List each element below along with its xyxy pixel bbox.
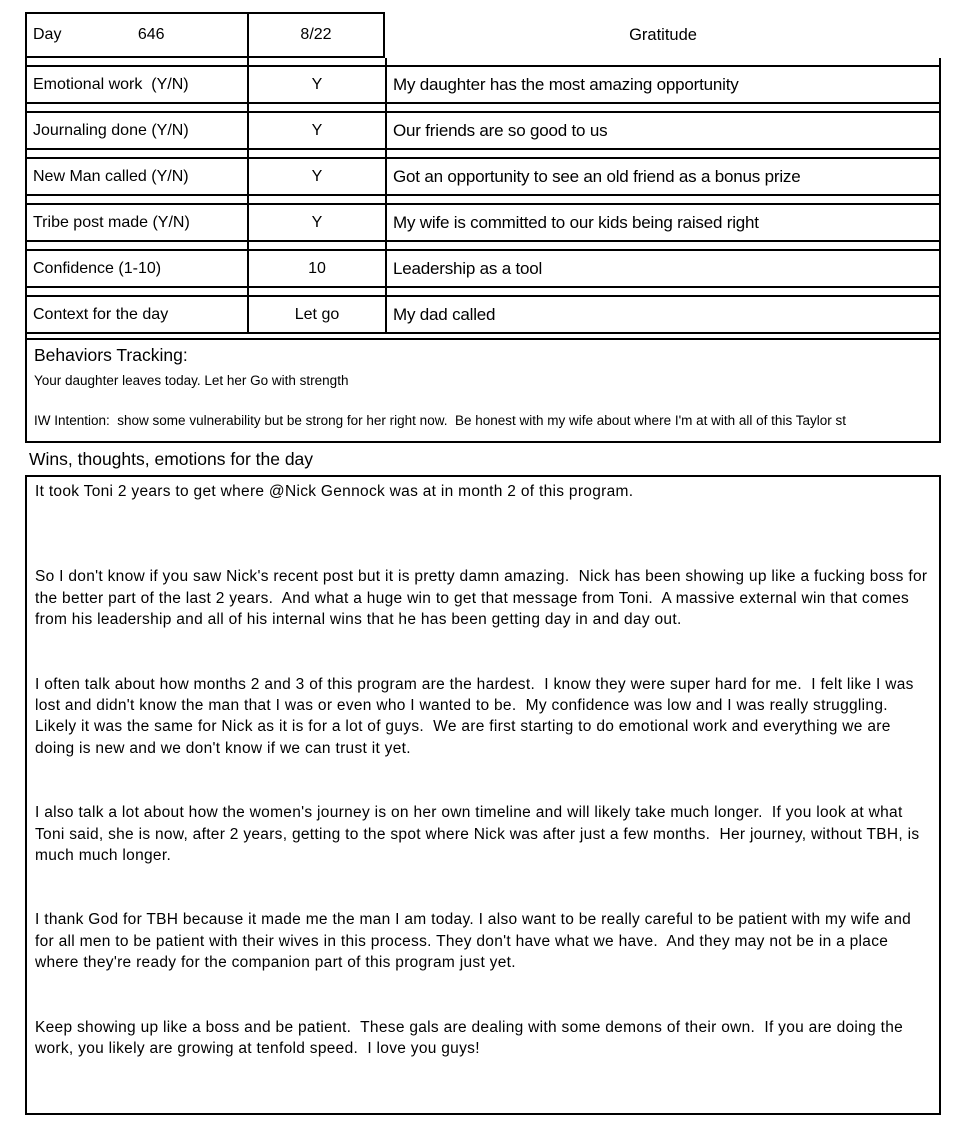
row-gap (25, 242, 941, 249)
day-label: Day (33, 26, 62, 43)
row-label-cell: Emotional work (Y/N) (25, 65, 247, 104)
row-gratitude-cell: Leadership as a tool (385, 249, 941, 288)
row-gap (25, 334, 941, 338)
row-value-cell: Y (247, 203, 385, 242)
tracker-row-emotional-work (25, 65, 941, 104)
row-label-cell: Confidence (1-10) (25, 249, 247, 288)
behaviors-intention: IW Intention: show some vulnerability but be strong for her right now. Be honest with my wife about where I'm at with all of this Taylor st (34, 413, 846, 428)
tracker-row-new-man-called (25, 157, 941, 196)
gratitude-header: Gratitude (629, 25, 697, 44)
wins-paragraph: So I don't know if you saw Nick's recent post but it is pretty damn amazing. Nick has been showing up like a fucking boss for the better part of the last 2 years. And what a huge win to get that message from Toni. A massive external win that comes from his leadership and all of his internal wins that he has been getting day in and day out. (35, 568, 932, 629)
row-gratitude-cell: Got an opportunity to see an old friend as a bonus prize (385, 157, 941, 196)
row-gratitude-cell: My daughter has the most amazing opportunity (385, 65, 941, 104)
row-gratitude-cell: My wife is committed to our kids being raised right (385, 203, 941, 242)
row-gap (25, 104, 941, 111)
row-value-cell: Y (247, 111, 385, 150)
date-cell: 8/22 (247, 12, 385, 58)
row-gap (25, 196, 941, 203)
row-value-cell: Y (247, 65, 385, 104)
tracker-header-row (25, 12, 941, 58)
wins-paragraph: Keep showing up like a boss and be patient. These gals are dealing with some demons of their own. If you are doing the work, you likely are growing at tenfold speed. I love you guys! (35, 1018, 908, 1058)
row-label-cell: Context for the day (25, 295, 247, 334)
row-label-cell: Journaling done (Y/N) (25, 111, 247, 150)
wins-paragraph: I often talk about how months 2 and 3 of this program are the hardest. I know they were super hard for me. I felt like I was lost and didn't know the man that I was or even who I wanted to be. My confidence was low and I was really struggling. Likely it was the same for Nick as it is for a lot of guys. We are first starting to do emotional work and everything we are doing is new and we don't know if we can trust it yet. (35, 675, 919, 757)
day-number: 646 (137, 26, 165, 43)
day-cell (25, 12, 247, 58)
behaviors-title: Behaviors Tracking: (34, 345, 188, 365)
wins-box (25, 475, 941, 1115)
tracker-row-context (25, 295, 941, 334)
row-label-cell: Tribe post made (Y/N) (25, 203, 247, 242)
row-value-cell: Y (247, 157, 385, 196)
wins-paragraph: I thank God for TBH because it made me the man I am today. I also want to be really careful to be patient with my wife and for all men to be patient with their wives in this process. They don't have what we have. And they may not be in a place where they're ready for the companion part of this program just yet. (35, 911, 916, 972)
row-gratitude-cell: My dad called (385, 295, 941, 334)
row-gap (25, 288, 941, 295)
tracker-table (25, 12, 941, 338)
tracker-row-confidence (25, 249, 941, 288)
wins-paragraph: It took Toni 2 years to get where @Nick Gennock was at in month 2 of this program. (35, 483, 634, 500)
row-gap (25, 58, 941, 65)
wins-heading: Wins, thoughts, emotions for the day (29, 448, 314, 469)
behaviors-note: Your daughter leaves today. Let her Go with strength (34, 373, 349, 388)
tracker-row-tribe-post (25, 203, 941, 242)
row-label-cell: New Man called (Y/N) (25, 157, 247, 196)
behaviors-box (25, 338, 941, 443)
row-value-cell: 10 (247, 249, 385, 288)
row-gratitude-cell: Our friends are so good to us (385, 111, 941, 150)
row-gap (25, 150, 941, 157)
tracker-row-journaling (25, 111, 941, 150)
row-value-cell: Let go (247, 295, 385, 334)
wins-paragraph: I also talk a lot about how the women's journey is on her own timeline and will likely take much longer. If you look at what Toni said, she is now, after 2 years, getting to the spot where Nick was after just a few months. Her journey, without TBH, is much much longer. (35, 804, 924, 865)
